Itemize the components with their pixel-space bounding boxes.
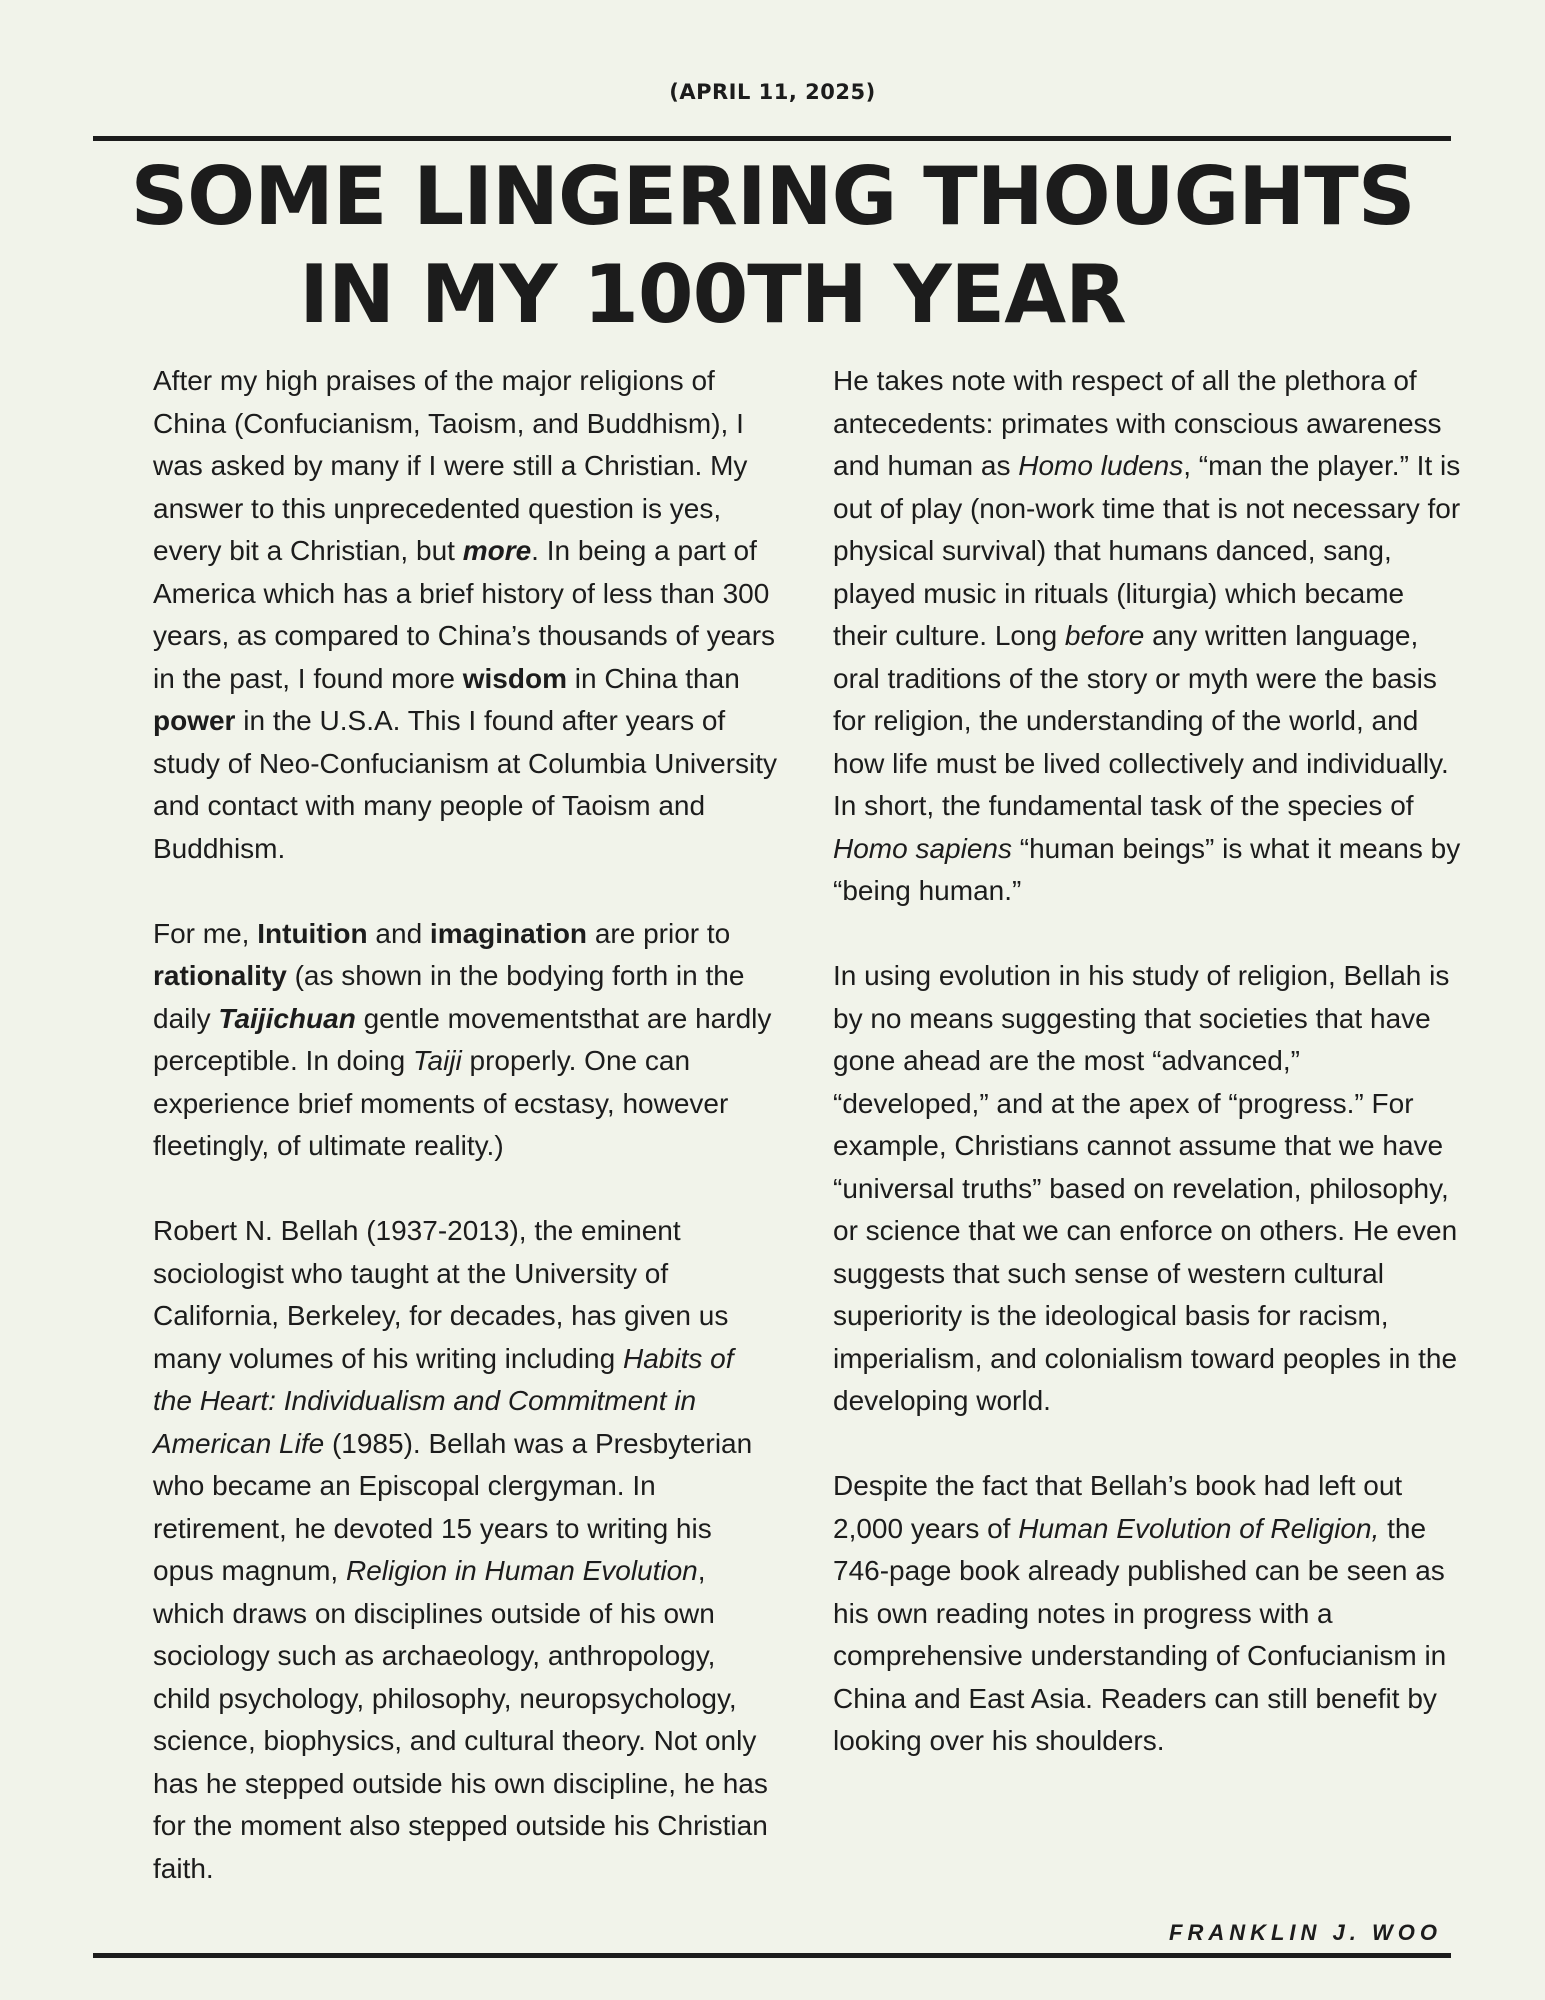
text-run: Despite the fact that Bellah’s book had left out 2,000 years of — [833, 1470, 1403, 1544]
left-column — [153, 360, 778, 1890]
text-run: any written language, oral traditions of the story or myth were the basis for religion, the understanding of the world, and how life must be lived collectively and individually. In short, the fundamental task of the species of — [833, 620, 1449, 821]
paragraph-3 — [153, 1210, 778, 1890]
author-signature: FRANKLIN J. WOO — [1169, 1920, 1442, 1945]
emphasis-imagination: imagination — [429, 917, 588, 949]
text-run: and — [367, 917, 430, 949]
emphasis-taiji: Taiji — [412, 1045, 462, 1076]
book-title-religion: Religion in Human Evolution — [346, 1555, 698, 1586]
text-run: Robert N. Bellah (1937-2013), the eminent sociologist who taught at the University of California, Berkeley, for decades, has given us many volumes of his writing including — [153, 1215, 729, 1374]
text-run: the 746-page book already published can be seen as his own reading notes in progress with a comprehensive understanding of Confucianism in China and East Asia. Readers can still benefit by looking over his shoulders. — [833, 1512, 1447, 1756]
paragraph-2 — [153, 913, 778, 1168]
title-line-1: SOME LINGERING THOUGHTS — [130, 150, 1415, 243]
book-title-habits: Habits of the Heart: Individualism and Commitment in American Life — [153, 1342, 734, 1459]
paragraph-5: In using evolution in his study of religion, Bellah is by no means suggesting that societies that have gone ahead are the most “advanced,” “developed,” and at the apex of “progress.” For example, Christians cannot assume that we have “universal truths” based on revelation, philosophy, or science that we can enforce on others. He even suggests that such sense of western cultural superiority is the ideological basis for racism, imperialism, and colonialism toward peoples in the developing world. — [833, 960, 1458, 1416]
text-run: (as shown in the bodying forth in the daily — [153, 960, 745, 1034]
book-title-human-evolution: Human Evolution of Religion, — [1018, 1512, 1380, 1544]
paragraph-1 — [153, 360, 778, 870]
text-run: For me, — [153, 917, 258, 949]
emphasis-taijichuan: Taijichuan — [218, 1002, 356, 1034]
right-column — [833, 360, 1463, 1763]
emphasis-rationality: rationality — [153, 960, 287, 991]
emphasis-more: more — [462, 535, 532, 566]
text-run: properly. One can experience brief moments of ecstasy, however fleetingly, of ultimate reality.) — [153, 1045, 729, 1161]
bottom-divider — [93, 1953, 1451, 1958]
text-run: After my high praises of the major religions of China (Confucianism, Taoism, and Buddhism), I was asked by many if I were still a Christian. My answer to this unprecedented question is yes, every bit a Christian, but — [153, 365, 748, 566]
title-line-2: IN MY 100TH YEAR — [299, 248, 1126, 341]
top-divider — [93, 136, 1451, 141]
text-run: are prior to — [587, 917, 731, 949]
paragraph-4 — [833, 360, 1463, 913]
emphasis-intuition: Intuition — [257, 917, 368, 949]
text-run: (1985). Bellah was a Presbyterian who became an Episcopal clergyman. In retirement, he devoted 15 years to writing his opus magnum, — [153, 1427, 753, 1586]
paragraph-6 — [833, 1465, 1463, 1763]
text-run: “human beings” is what it means by “being human.” — [833, 832, 1461, 906]
emphasis-wisdom: wisdom — [462, 662, 567, 694]
emphasis-power: power — [153, 705, 236, 736]
emphasis-homo-ludens: Homo ludens — [1018, 450, 1184, 481]
text-run: gentle movementsthat are hardly perceptible. In doing — [153, 1002, 772, 1076]
text-run: , “man the player.” It is out of play (non-work time that is not necessary for physical survival) that humans danced, sang, played music in rituals (liturgia) which became their culture. Long — [833, 450, 1461, 651]
article-title — [60, 148, 1485, 344]
text-run: in the U.S.A. This I found after years of study of Neo-Confucianism at Columbia University and contact with many people of Taoism and Buddhism. — [153, 705, 778, 864]
emphasis-homo-sapiens: Homo sapiens — [833, 832, 1012, 864]
emphasis-before: before — [1064, 620, 1145, 651]
text-run: . In being a part of America which has a brief history of less than 300 years, as compared to China’s thousands of years in the past, I found more — [153, 535, 776, 694]
text-run: in China than — [566, 662, 740, 694]
text-run: , which draws on disciplines outside of his own sociology such as archaeology, anthropology, child psychology, philosophy, neuropsychology, science, biophysics, and cultural theory. Not only has he stepped outside his own discipline, he has for the moment also stepped outside his Christian faith. — [153, 1555, 768, 1884]
text-run: He takes note with respect of all the plethora of antecedents: primates with conscious awareness and human as — [833, 365, 1442, 481]
publication-date: (APRIL 11, 2025) — [669, 80, 876, 104]
